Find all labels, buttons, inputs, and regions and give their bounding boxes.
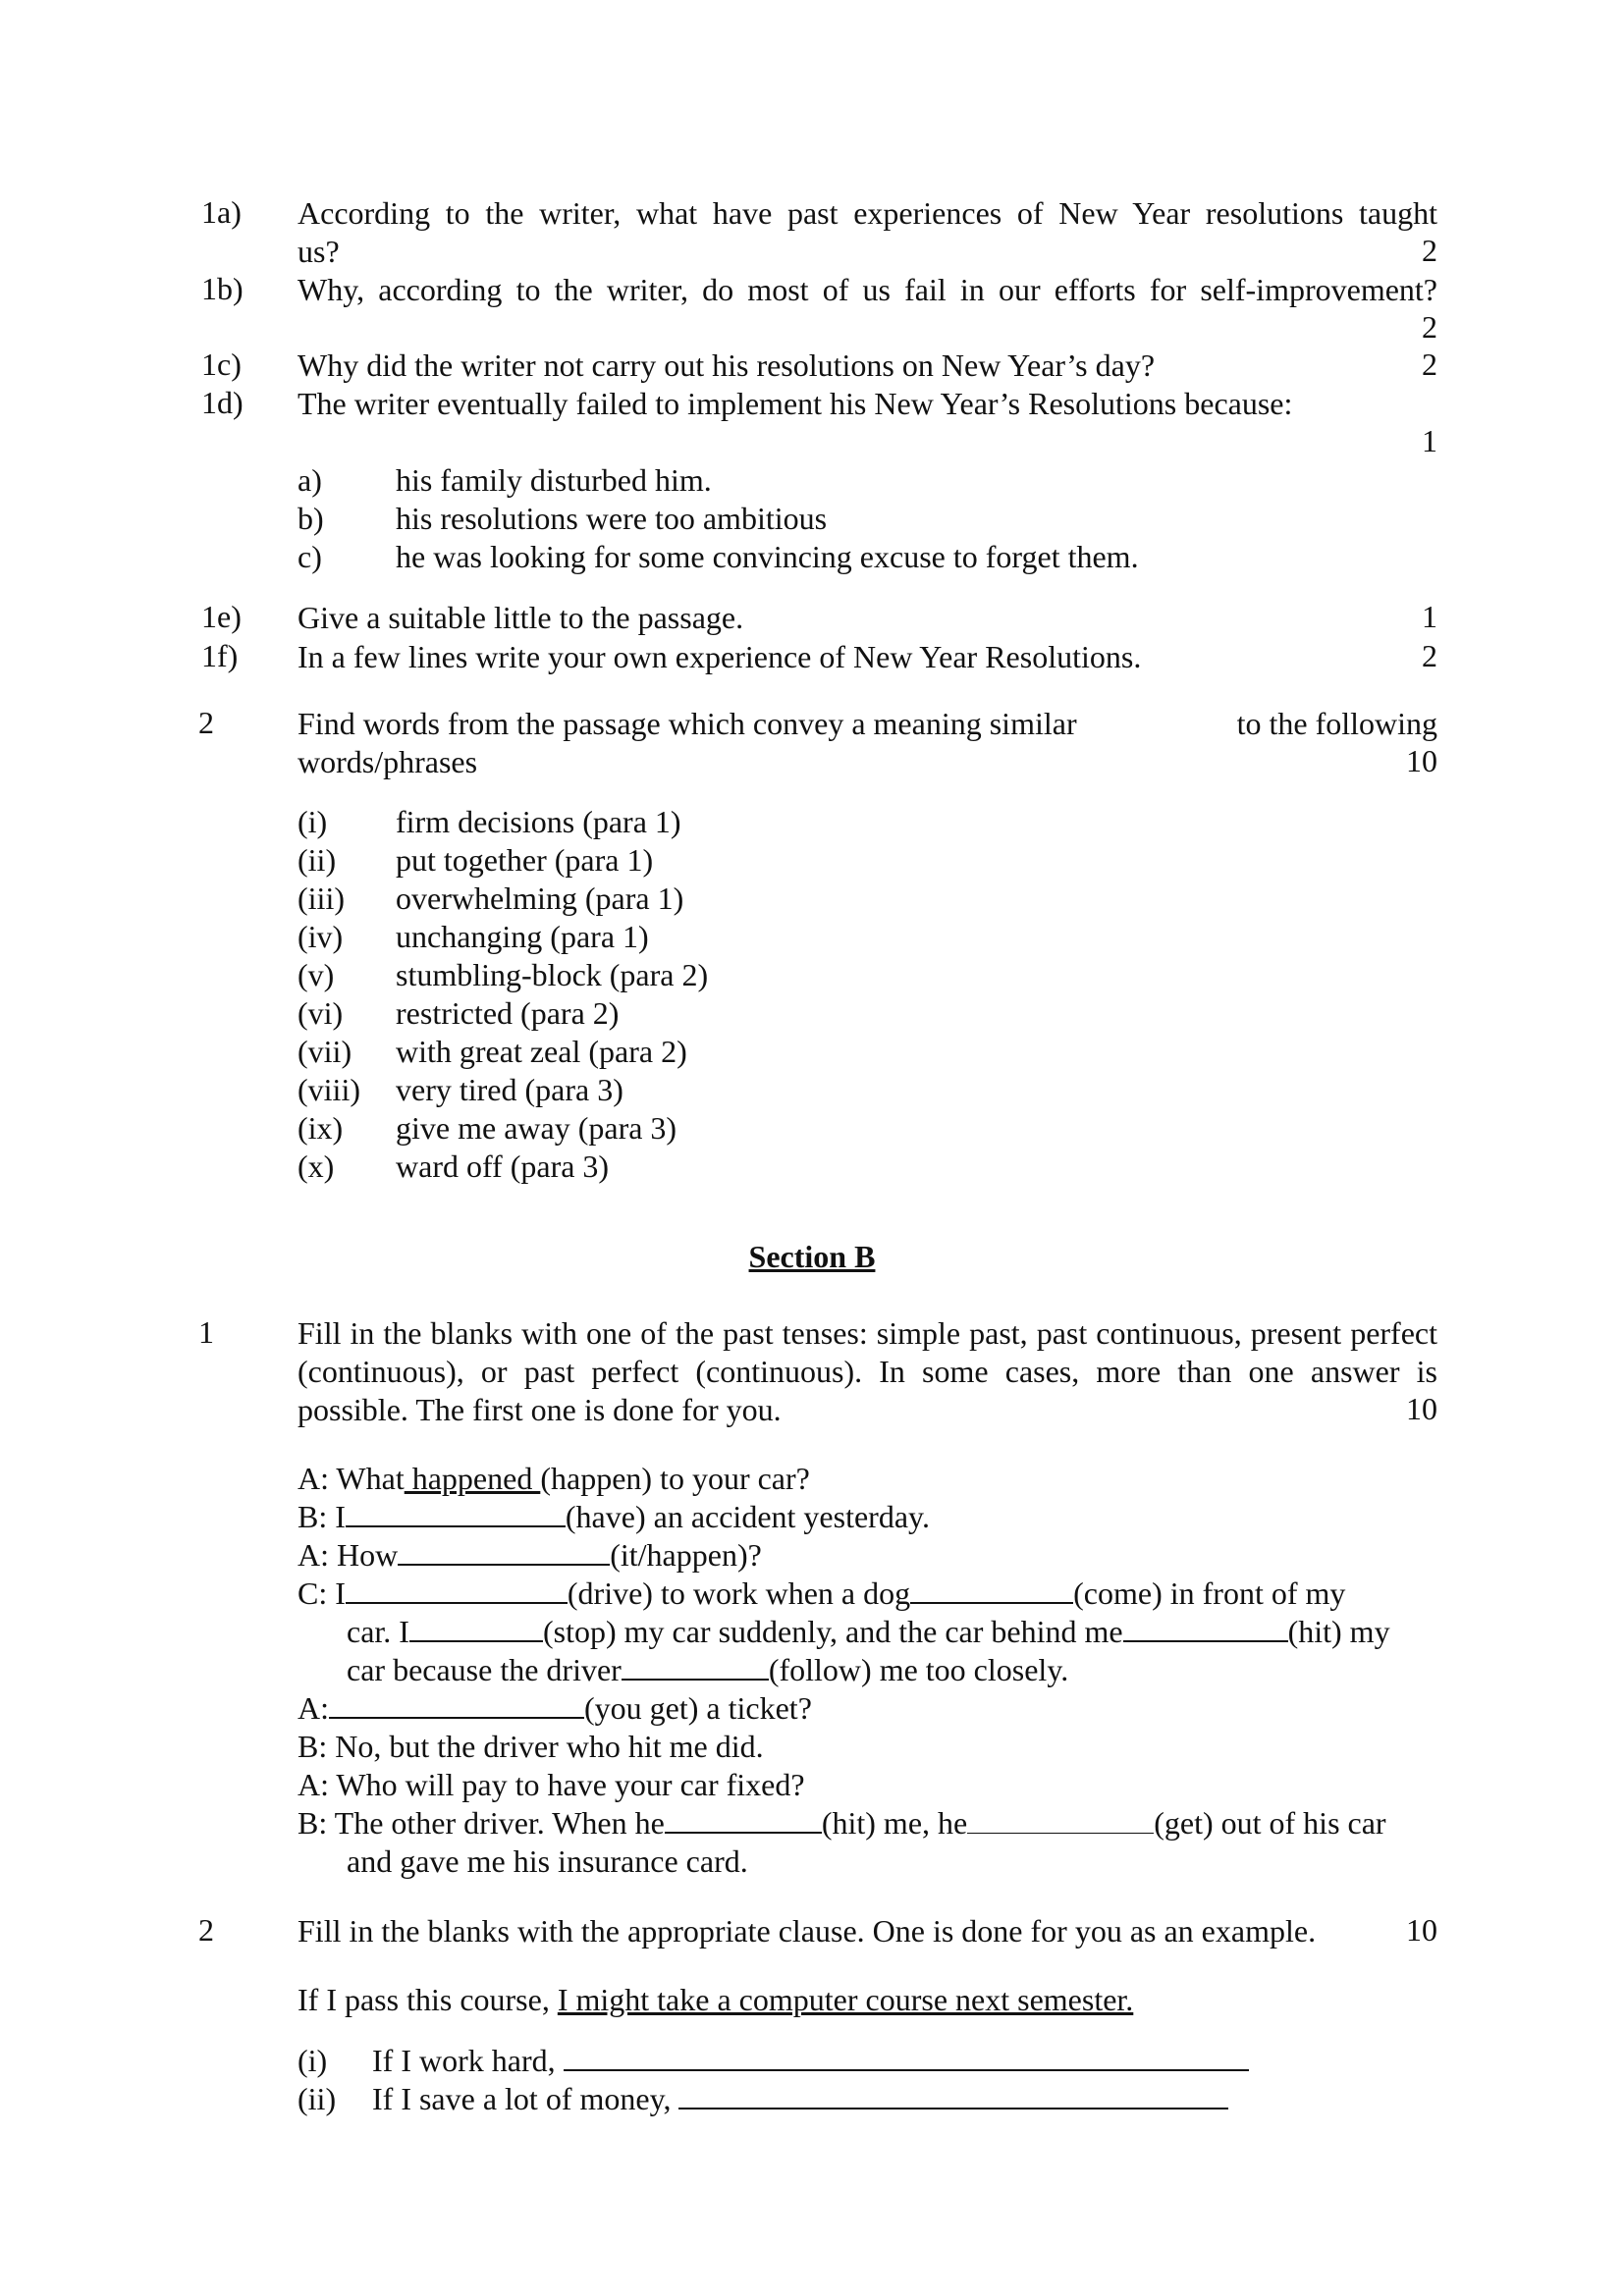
dialogue-line	[298, 1689, 812, 1728]
item-label: (ii)	[298, 842, 337, 878]
question-text-continued: words/phrases	[298, 744, 478, 779]
dialogue-line: A: Who will pay to have your car fixed?	[298, 1767, 805, 1802]
question-text: Find words from the passage which convey a meaning similar	[298, 706, 1077, 741]
answer-blank[interactable]	[398, 1536, 610, 1566]
dialogue-text: A:	[298, 1690, 329, 1726]
item-label: (i)	[298, 804, 328, 839]
dialogue-text: B: I	[298, 1499, 346, 1534]
dialogue-text: (have) an accident yesterday.	[565, 1499, 930, 1534]
dialogue-text: C: I	[298, 1575, 346, 1611]
example-condition: If I pass this course,	[298, 1982, 550, 2017]
question-instructions: Fill in the blanks with the appropriate clause. One is done for you as an example.	[298, 1913, 1317, 1949]
list-item	[298, 841, 1181, 880]
question-number: 1d)	[201, 385, 244, 420]
item-text: stumbling-block (para 2)	[396, 957, 709, 992]
question-text: Why did the writer not carry out his resolutions on New Year’s day?	[298, 347, 1156, 383]
dialogue-text: (it/happen)?	[610, 1537, 762, 1573]
list-item	[298, 1148, 1181, 1186]
question-number: 1b)	[201, 271, 244, 306]
answer-blank[interactable]	[665, 1804, 822, 1834]
example-answer: I might take a computer course next semester.	[557, 1982, 1134, 2017]
question-text-continued: us?	[298, 234, 340, 269]
example-line	[298, 1981, 1133, 2019]
list-item	[298, 918, 1181, 956]
list-item	[298, 1071, 1181, 1109]
item-label: (ix)	[298, 1110, 344, 1146]
question-number: 1e)	[201, 599, 242, 634]
option-label: a)	[298, 462, 322, 498]
item-text: very tired (para 3)	[396, 1072, 623, 1107]
question-text: In a few lines write your own experience of New Year Resolutions.	[298, 639, 1142, 674]
list-item	[298, 538, 1181, 576]
dialogue-text: car. I	[347, 1614, 409, 1649]
answer-blank[interactable]	[346, 1575, 568, 1604]
dialogue-line	[347, 1613, 1390, 1651]
answer-blank[interactable]	[1123, 1613, 1288, 1642]
answer-blank[interactable]	[564, 2042, 1249, 2071]
list-item	[298, 500, 1181, 538]
item-label: (ii)	[298, 2081, 337, 2116]
item-text: firm decisions (para 1)	[396, 804, 681, 839]
question-number: 1f)	[201, 638, 239, 673]
dialogue-line	[347, 1651, 1068, 1689]
answer-blank[interactable]	[910, 1575, 1073, 1604]
dialogue-line	[298, 1575, 1437, 1613]
item-label: (iv)	[298, 919, 344, 954]
dialogue-text: A: What	[298, 1461, 405, 1496]
dialogue-line	[298, 1460, 810, 1498]
item-text: overwhelming (para 1)	[396, 881, 684, 916]
instructions-text: Fill in the blanks with one of the past tenses: simple past, past continuous, present perfect (continuous), or past perfect (continuous). In some cases, more than one answer is possible. The first one is done for you.	[298, 1315, 1437, 1427]
list-item	[298, 1109, 1181, 1148]
dialogue-text: (come) in front of my	[1073, 1575, 1346, 1611]
item-text: If I save a lot of money,	[372, 2081, 672, 2116]
answer-blank[interactable]	[329, 1689, 584, 1719]
item-label: (i)	[298, 2043, 328, 2078]
list-item	[298, 956, 1181, 994]
question-number: 1a)	[201, 194, 242, 230]
item-line	[372, 2042, 1249, 2080]
dialogue-text: car because the driver	[347, 1652, 622, 1687]
question-marks: 2	[1422, 638, 1437, 673]
dialogue-line	[298, 1536, 762, 1575]
question-text: Give a suitable little to the passage.	[298, 600, 744, 635]
dialogue-text: (get) out of his car	[1154, 1805, 1386, 1841]
option-text: his resolutions were too ambitious	[396, 501, 828, 536]
section-heading: Section B	[748, 1239, 876, 1274]
dialogue-text: (hit) me, he	[821, 1805, 968, 1841]
option-text: his family disturbed him.	[396, 462, 712, 498]
question-marks: 10	[1406, 1391, 1437, 1426]
question-marks: 2	[1422, 233, 1437, 268]
answer-blank[interactable]	[346, 1498, 566, 1527]
item-text: ward off (para 3)	[396, 1148, 610, 1184]
dialogue-line	[298, 1498, 930, 1536]
dialogue-text: (follow) me too closely.	[768, 1652, 1069, 1687]
dialogue-text: (drive) to work when a dog	[567, 1575, 911, 1611]
dialogue-text: (you get) a ticket?	[584, 1690, 812, 1726]
dialogue-text: B: The other driver. When he	[298, 1805, 665, 1841]
item-label: (viii)	[298, 1072, 360, 1107]
question-number: 2	[198, 705, 214, 740]
option-label: c)	[298, 539, 322, 574]
question-marks: 1	[1422, 423, 1437, 458]
option-label: b)	[298, 501, 324, 536]
question-number: 1	[198, 1314, 214, 1350]
question-instructions	[298, 1314, 1437, 1429]
list-item	[298, 803, 1181, 841]
item-label: (v)	[298, 957, 335, 992]
list-item	[298, 880, 1181, 918]
question-marks: 10	[1406, 1912, 1437, 1948]
question-marks: 1	[1422, 599, 1437, 634]
dialogue-line: and gave me his insurance card.	[347, 1843, 748, 1879]
list-item	[298, 2080, 1279, 2118]
item-line	[372, 2080, 1228, 2118]
item-text: restricted (para 2)	[396, 995, 620, 1031]
question-text-end: to the following	[1236, 706, 1437, 741]
answer-blank[interactable]	[409, 1613, 543, 1642]
question-marks: 2	[1422, 309, 1437, 345]
item-text: If I work hard,	[372, 2043, 556, 2078]
question-number: 1c)	[201, 347, 242, 382]
question-marks: 10	[1406, 743, 1437, 778]
item-label: (x)	[298, 1148, 335, 1184]
question-number: 2	[198, 1912, 214, 1948]
item-text: give me away (para 3)	[396, 1110, 677, 1146]
example-answer: happened	[404, 1461, 541, 1496]
item-text: put together (para 1)	[396, 842, 654, 878]
option-text: he was looking for some convincing excuse to forget them.	[396, 539, 1139, 574]
item-text: unchanging (para 1)	[396, 919, 649, 954]
item-label: (iii)	[298, 881, 345, 916]
answer-blank[interactable]	[622, 1651, 769, 1681]
list-item	[298, 461, 1181, 500]
answer-blank[interactable]	[678, 2080, 1228, 2109]
dialogue-line	[298, 1804, 1386, 1842]
item-label: (vii)	[298, 1034, 352, 1069]
item-text: with great zeal (para 2)	[396, 1034, 687, 1069]
dialogue-text: A: How	[298, 1537, 399, 1573]
dialogue-text: (happen) to your car?	[540, 1461, 810, 1496]
list-item	[298, 994, 1181, 1033]
dialogue-text: (hit) my	[1287, 1614, 1390, 1649]
question-marks: 2	[1422, 347, 1437, 382]
question-text: Why, according to the writer, do most of us fail in our efforts for self-improvement?	[298, 272, 1437, 307]
dialogue-text: (stop) my car suddenly, and the car behind me	[542, 1614, 1123, 1649]
question-text: The writer eventually failed to implement his New Year’s Resolutions because:	[298, 386, 1293, 421]
question-text: According to the writer, what have past experiences of New Year resolutions taught	[298, 195, 1437, 231]
dialogue-line: B: No, but the driver who hit me did.	[298, 1729, 764, 1764]
list-item	[298, 2042, 1279, 2080]
list-item	[298, 1033, 1181, 1071]
item-label: (vi)	[298, 995, 344, 1031]
answer-blank[interactable]	[967, 1805, 1154, 1834]
